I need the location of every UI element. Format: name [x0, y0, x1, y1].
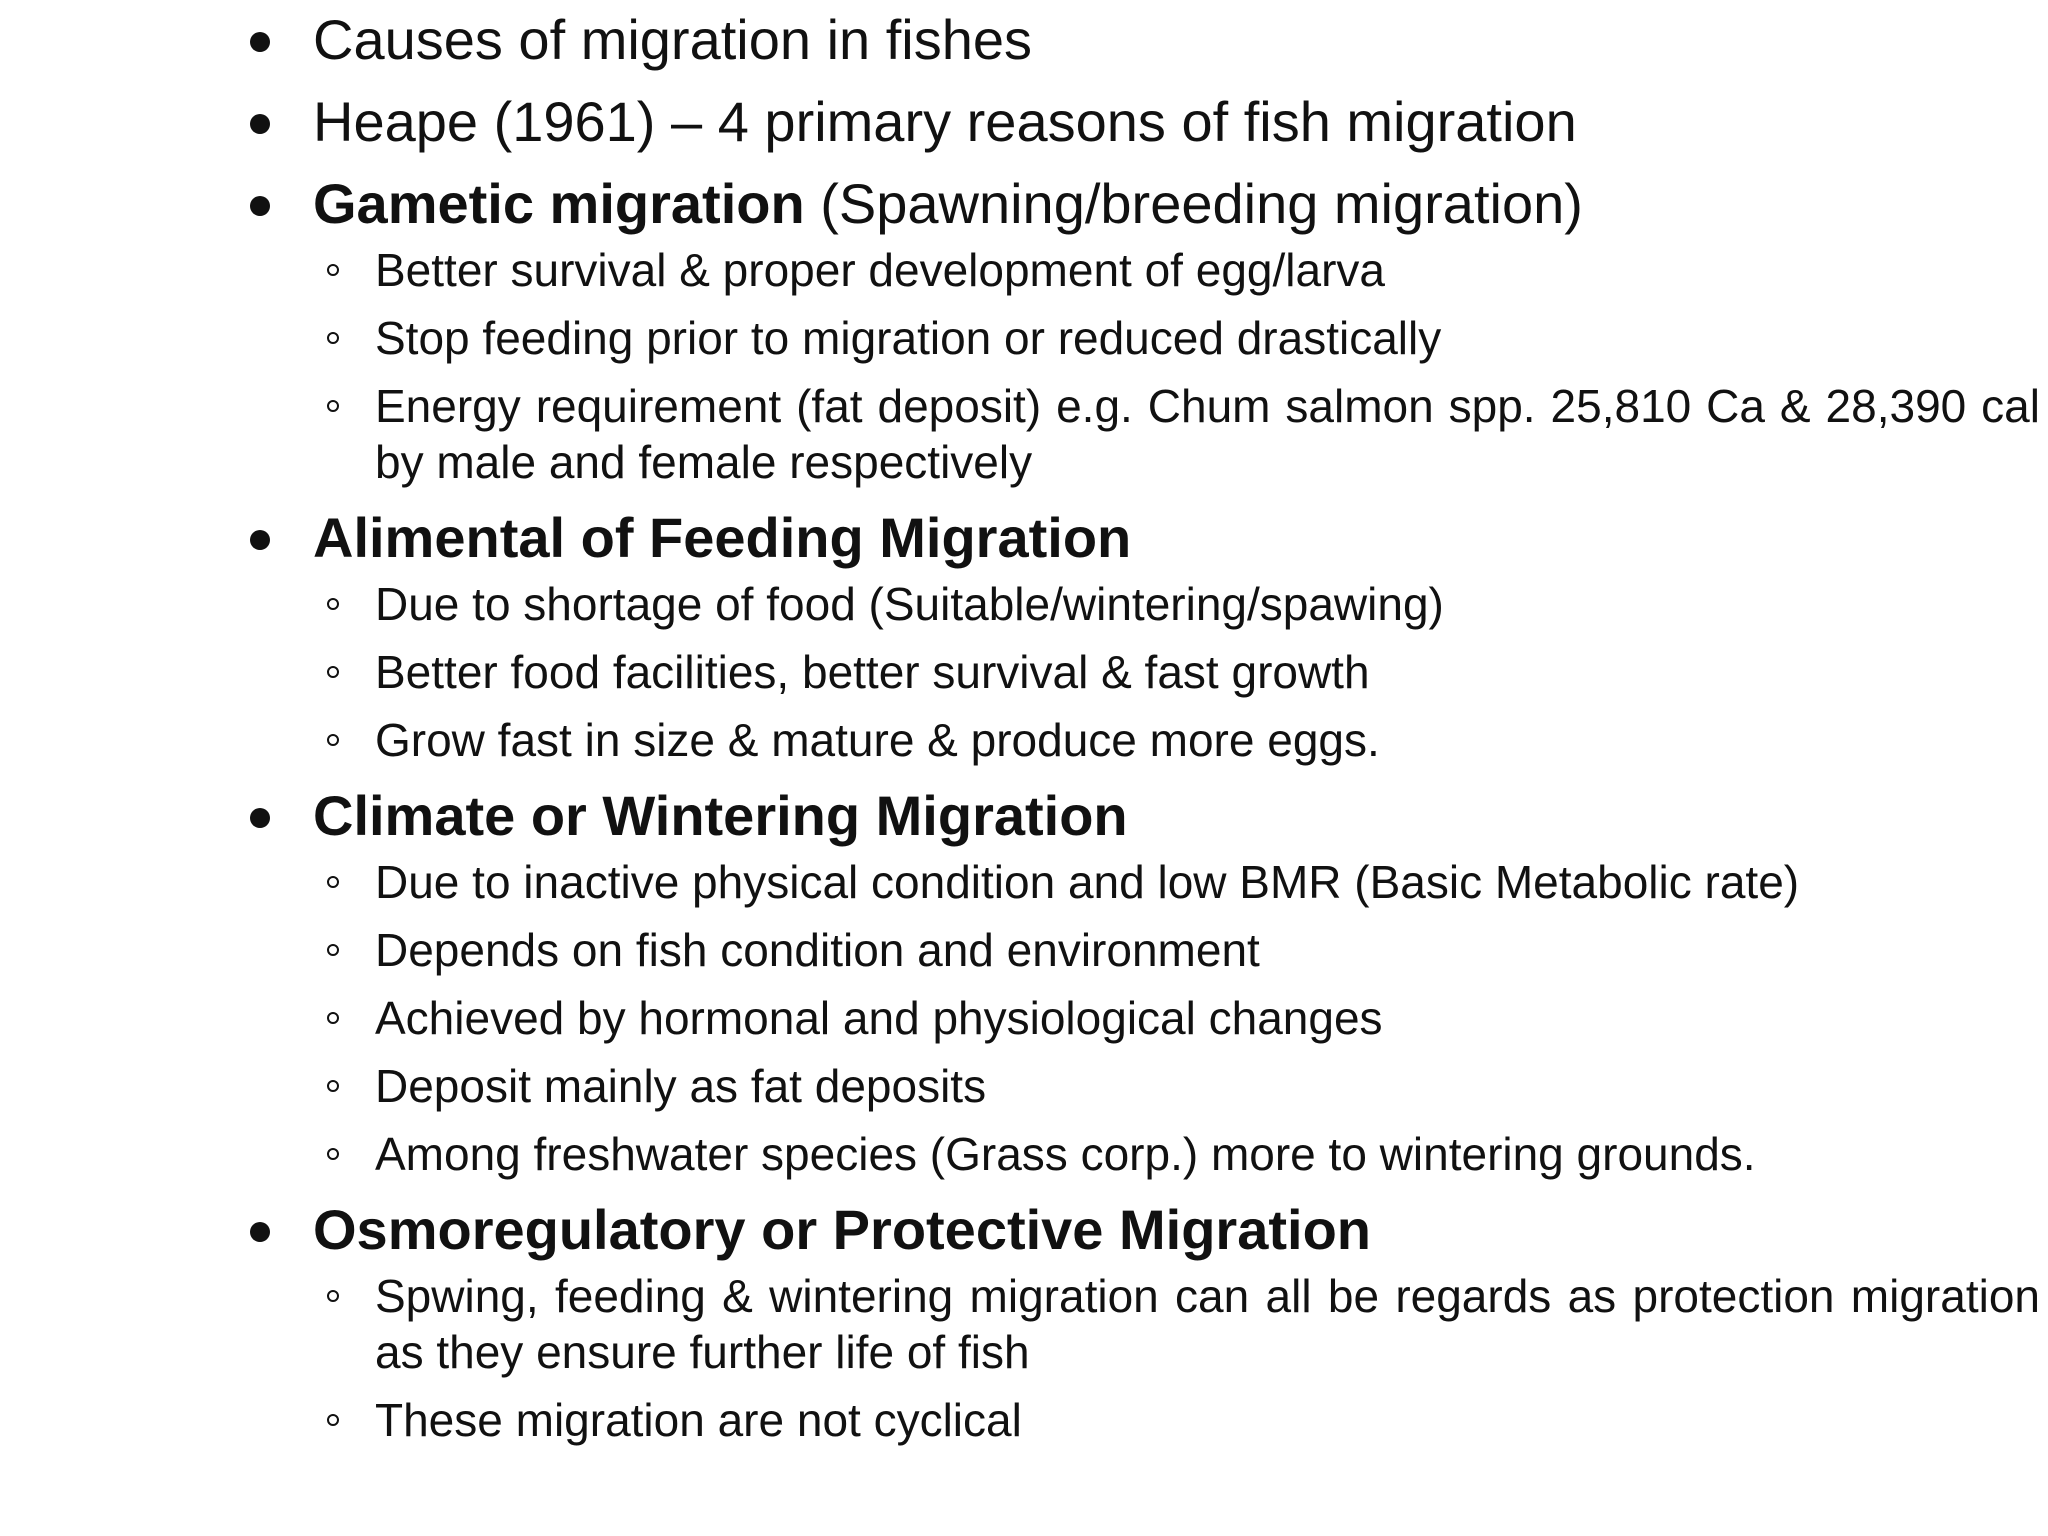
bullet-item: [250, 504, 2040, 768]
sub-bullet-item: [313, 1392, 2040, 1448]
bullet-item: [250, 88, 2040, 156]
sub-bullet-item: [313, 310, 2040, 366]
bullet-heading: Osmoregulatory or Protective Migration: [313, 1198, 1371, 1261]
ring-bullet-icon: [327, 666, 339, 678]
bullet-item: [250, 170, 2040, 490]
sub-bullet-item: [313, 1126, 2040, 1182]
ring-bullet-icon: [327, 1080, 339, 1092]
ring-bullet-icon: [327, 332, 339, 344]
ring-bullet-icon: [327, 1290, 339, 1302]
sub-bullet-item: [313, 854, 2040, 910]
ring-bullet-icon: [327, 1012, 339, 1024]
sub-bullet-list: [313, 854, 2040, 1182]
bullet-item: [250, 782, 2040, 1182]
sub-bullet-text: Deposit mainly as fat deposits: [375, 1060, 987, 1112]
ring-bullet-icon: [327, 876, 339, 888]
bullet-heading: Gametic migration: [313, 172, 805, 235]
bullet-dot-icon: [250, 1222, 270, 1242]
sub-bullet-item: [313, 990, 2040, 1046]
sub-bullet-text: Better food facilities, better survival & fast growth: [375, 646, 1370, 698]
sub-bullet-item: [313, 576, 2040, 632]
ring-bullet-icon: [327, 264, 339, 276]
sub-bullet-list: [313, 576, 2040, 768]
sub-bullet-text: Stop feeding prior to migration or reduced drastically: [375, 312, 1442, 364]
sub-bullet-text: Energy requirement (fat deposit) e.g. Chum salmon spp. 25,810 Ca & 28,390 cal by male and female respectively: [375, 380, 2040, 488]
sub-bullet-item: [313, 922, 2040, 978]
bullet-dot-icon: [250, 32, 270, 52]
sub-bullet-text: Due to shortage of food (Suitable/wintering/spawing): [375, 578, 1444, 630]
sub-bullet-list: [313, 242, 2040, 490]
sub-bullet-item: [313, 242, 2040, 298]
bullet-item: [250, 1196, 2040, 1448]
bullet-dot-icon: [250, 808, 270, 828]
sub-bullet-text: These migration are not cyclical: [375, 1394, 1022, 1446]
bullet-outline: [250, 6, 2040, 1462]
bullet-dot-icon: [250, 530, 270, 550]
ring-bullet-icon: [327, 1414, 339, 1426]
sub-bullet-text: Better survival & proper development of egg/larva: [375, 244, 1385, 296]
ring-bullet-icon: [327, 944, 339, 956]
sub-bullet-item: [313, 378, 2040, 490]
bullet-dot-icon: [250, 196, 270, 216]
sub-bullet-text: Grow fast in size & mature & produce more eggs.: [375, 714, 1380, 766]
sub-bullet-text: Achieved by hormonal and physiological changes: [375, 992, 1383, 1044]
bullet-heading: Climate or Wintering Migration: [313, 784, 1128, 847]
ring-bullet-icon: [327, 400, 339, 412]
sub-bullet-list: [313, 1268, 2040, 1448]
sub-bullet-item: [313, 712, 2040, 768]
bullet-text: (Spawning/breeding migration): [804, 172, 1583, 235]
ring-bullet-icon: [327, 1148, 339, 1160]
bullet-item: [250, 6, 2040, 74]
sub-bullet-text: Among freshwater species (Grass corp.) more to wintering grounds.: [375, 1128, 1756, 1180]
bullet-text: Heape (1961) – 4 primary reasons of fish migration: [313, 90, 1577, 153]
sub-bullet-item: [313, 1268, 2040, 1380]
ring-bullet-icon: [327, 598, 339, 610]
bullet-heading: Alimental of Feeding Migration: [313, 506, 1132, 569]
bullet-text: Causes of migration in fishes: [313, 8, 1033, 71]
sub-bullet-item: [313, 644, 2040, 700]
sub-bullet-text: Due to inactive physical condition and low BMR (Basic Metabolic rate): [375, 856, 1800, 908]
bullet-dot-icon: [250, 114, 270, 134]
ring-bullet-icon: [327, 734, 339, 746]
sub-bullet-text: Depends on fish condition and environment: [375, 924, 1260, 976]
sub-bullet-text: Spwing, feeding & wintering migration can all be regards as protection migration as they ensure further life of fish: [375, 1270, 2040, 1378]
sub-bullet-item: [313, 1058, 2040, 1114]
